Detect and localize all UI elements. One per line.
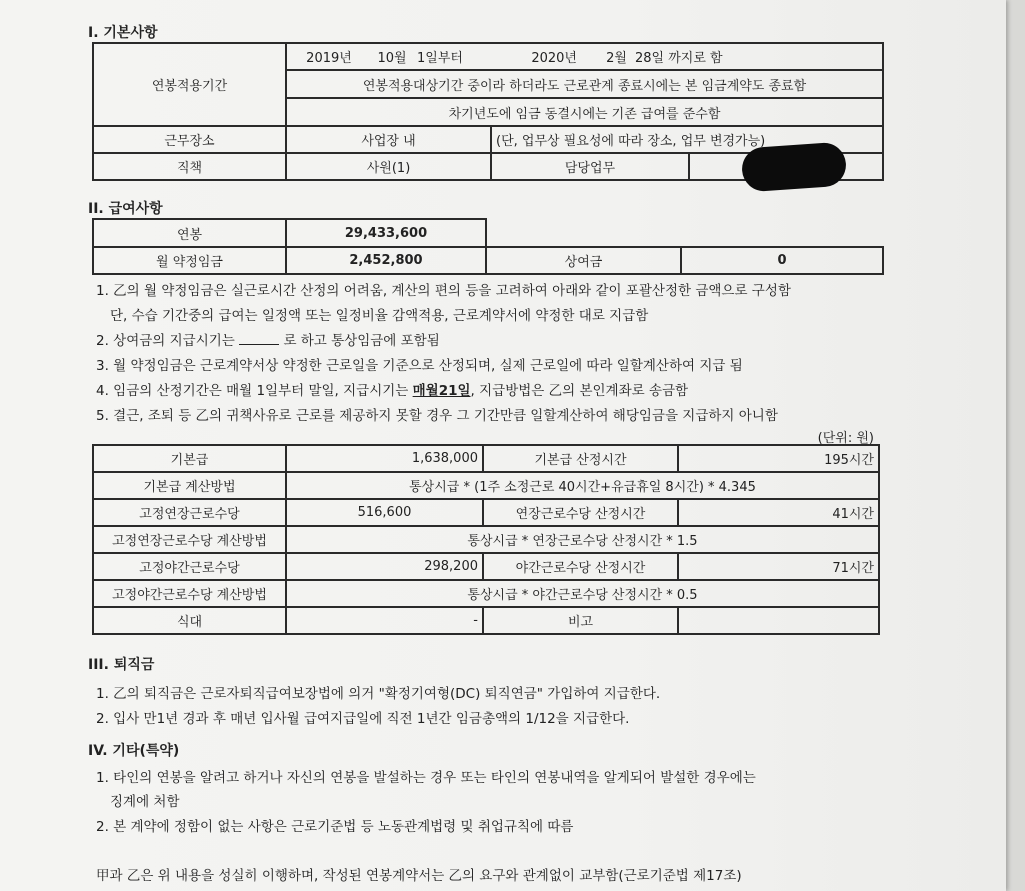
meal-label: 식대 [93, 607, 286, 634]
monthly-wage-value: 2,452,800 [286, 247, 486, 274]
bonus-value: 0 [681, 247, 883, 274]
position-value: 사원(1) [286, 153, 491, 180]
period-note-1: 연봉적용대상기간 중이라 하더라도 근로관계 종료시에는 본 임금계약도 종료함 [286, 70, 883, 98]
night-hours-value: 71시간 [678, 553, 879, 580]
wage-breakdown-table [92, 444, 880, 635]
overtime-calc-label: 고정연장근로수당 계산방법 [93, 526, 286, 553]
remark-label: 비고 [483, 607, 678, 634]
salary-note-4: 4. 임금의 산정기간은 매월 1일부터 말일, 지급시기는 매월21일, 지급방법은 乙의 본인계좌로 송금함 [96, 383, 689, 399]
salary-note-1b: 단, 수습 기간중의 급여는 일정액 또는 일정비율 감액적용, 근로계약서에 약정한 대로 지급함 [110, 308, 649, 324]
unit-label: (단위: 원) [817, 431, 874, 446]
severance-line-2: 2. 입사 만1년 경과 후 매년 입사월 급여지급일에 직전 1년간 임금총액의 1/12을 지급한다. [96, 711, 630, 727]
base-pay-value: 1,638,000 [286, 445, 483, 472]
position-label: 직책 [93, 153, 286, 180]
night-hours-label: 야간근로수당 산정시간 [483, 553, 678, 580]
overtime-pay-label: 고정연장근로수당 [93, 499, 286, 526]
section-3-title: III. 퇴직금 [88, 657, 155, 673]
night-pay-label: 고정야간근로수당 [93, 553, 286, 580]
base-hours-value: 195시간 [678, 445, 879, 472]
period-label: 연봉적용기간 [93, 43, 286, 126]
period-end-year: 2020년 [491, 43, 581, 70]
duty-label: 담당업무 [491, 153, 689, 180]
salary-note-1: 1. 乙의 월 약정임금은 실근로시간 산정의 어려움, 계산의 편의 등을 고려하여 아래와 같이 포괄산정한 금액으로 구성함 [96, 283, 791, 299]
meal-value: - [286, 607, 483, 634]
special-terms-line-1b: 징계에 처함 [110, 794, 180, 810]
annual-salary-value: 29,433,600 [286, 219, 486, 247]
special-terms-line-2: 2. 본 계약에 정함이 없는 사항은 근로기준법 등 노동관계법령 및 취업규칙에 따름 [96, 819, 574, 835]
period-end-month: 2월 [581, 43, 631, 70]
overtime-hours-label: 연장근로수당 산정시간 [483, 499, 678, 526]
period-start-day: 1일부터 [413, 43, 491, 70]
base-calc-value: 통상시급 * (1주 소정근로 40시간+유급휴일 8시간) * 4.345 [286, 472, 879, 499]
annual-salary-label: 연봉 [93, 219, 286, 247]
bonus-label: 상여금 [486, 247, 681, 274]
night-pay-value: 298,200 [286, 553, 483, 580]
period-note-2: 차기년도에 임금 동결시에는 기존 급여를 준수함 [286, 98, 883, 126]
special-terms-line-1: 1. 타인의 연봉을 알려고 하거나 자신의 연봉을 발설하는 경우 또는 타인의 연봉내역을 알게되어 발설한 경우에는 [96, 770, 756, 786]
bonus-timing-blank [239, 334, 279, 345]
period-start-year: 2019년 [286, 43, 371, 70]
night-calc-value: 통상시급 * 야간근로수당 산정시간 * 0.5 [286, 580, 879, 607]
section-1-title: I. 기본사항 [88, 25, 158, 41]
overtime-pay-value: 516,600 [286, 499, 483, 526]
severance-line-1: 1. 乙의 퇴직금은 근로자퇴직급여보장법에 의거 "확정기여형(DC) 퇴직연금" 가입하여 지급한다. [96, 686, 661, 702]
overtime-hours-value: 41시간 [678, 499, 879, 526]
footer-statement: 甲과 乙은 위 내용을 성실히 이행하며, 작성된 연봉계약서는 乙의 요구와 관계없이 교부함(근로기준법 제17조) [96, 868, 742, 884]
section-2-title: II. 급여사항 [88, 201, 163, 217]
period-start-month: 10월 [371, 43, 413, 70]
workplace-label: 근무장소 [93, 126, 286, 153]
payday: 매월21일 [412, 383, 471, 399]
salary-summary-table [92, 218, 884, 275]
base-calc-label: 기본급 계산방법 [93, 472, 286, 499]
redaction-mark [741, 141, 848, 192]
section-4-title: IV. 기타(특약) [88, 743, 180, 759]
base-hours-label: 기본급 산정시간 [483, 445, 678, 472]
salary-note-3: 3. 월 약정임금은 근로계약서상 약정한 근로일을 기준으로 산정되며, 실제 근로일에 따라 일할계산하여 지급 됨 [96, 358, 743, 374]
workplace-note: (단, 업무상 필요성에 따라 장소, 업무 변경가능) [491, 126, 883, 153]
monthly-wage-label: 월 약정임금 [93, 247, 286, 274]
salary-note-2: 2. 상여금의 지급시기는 로 하고 통상임금에 포함됨 [96, 333, 440, 349]
base-pay-label: 기본급 [93, 445, 286, 472]
salary-note-5: 5. 결근, 조퇴 등 乙의 귀책사유로 근로를 제공하지 못할 경우 그 기간만큼 일할계산하여 해당임금을 지급하지 아니함 [96, 408, 778, 424]
workplace-value: 사업장 내 [286, 126, 491, 153]
period-end-day: 28일 까지로 함 [631, 43, 883, 70]
remark-value [678, 607, 879, 634]
overtime-calc-value: 통상시급 * 연장근로수당 산정시간 * 1.5 [286, 526, 879, 553]
night-calc-label: 고정야간근로수당 계산방법 [93, 580, 286, 607]
